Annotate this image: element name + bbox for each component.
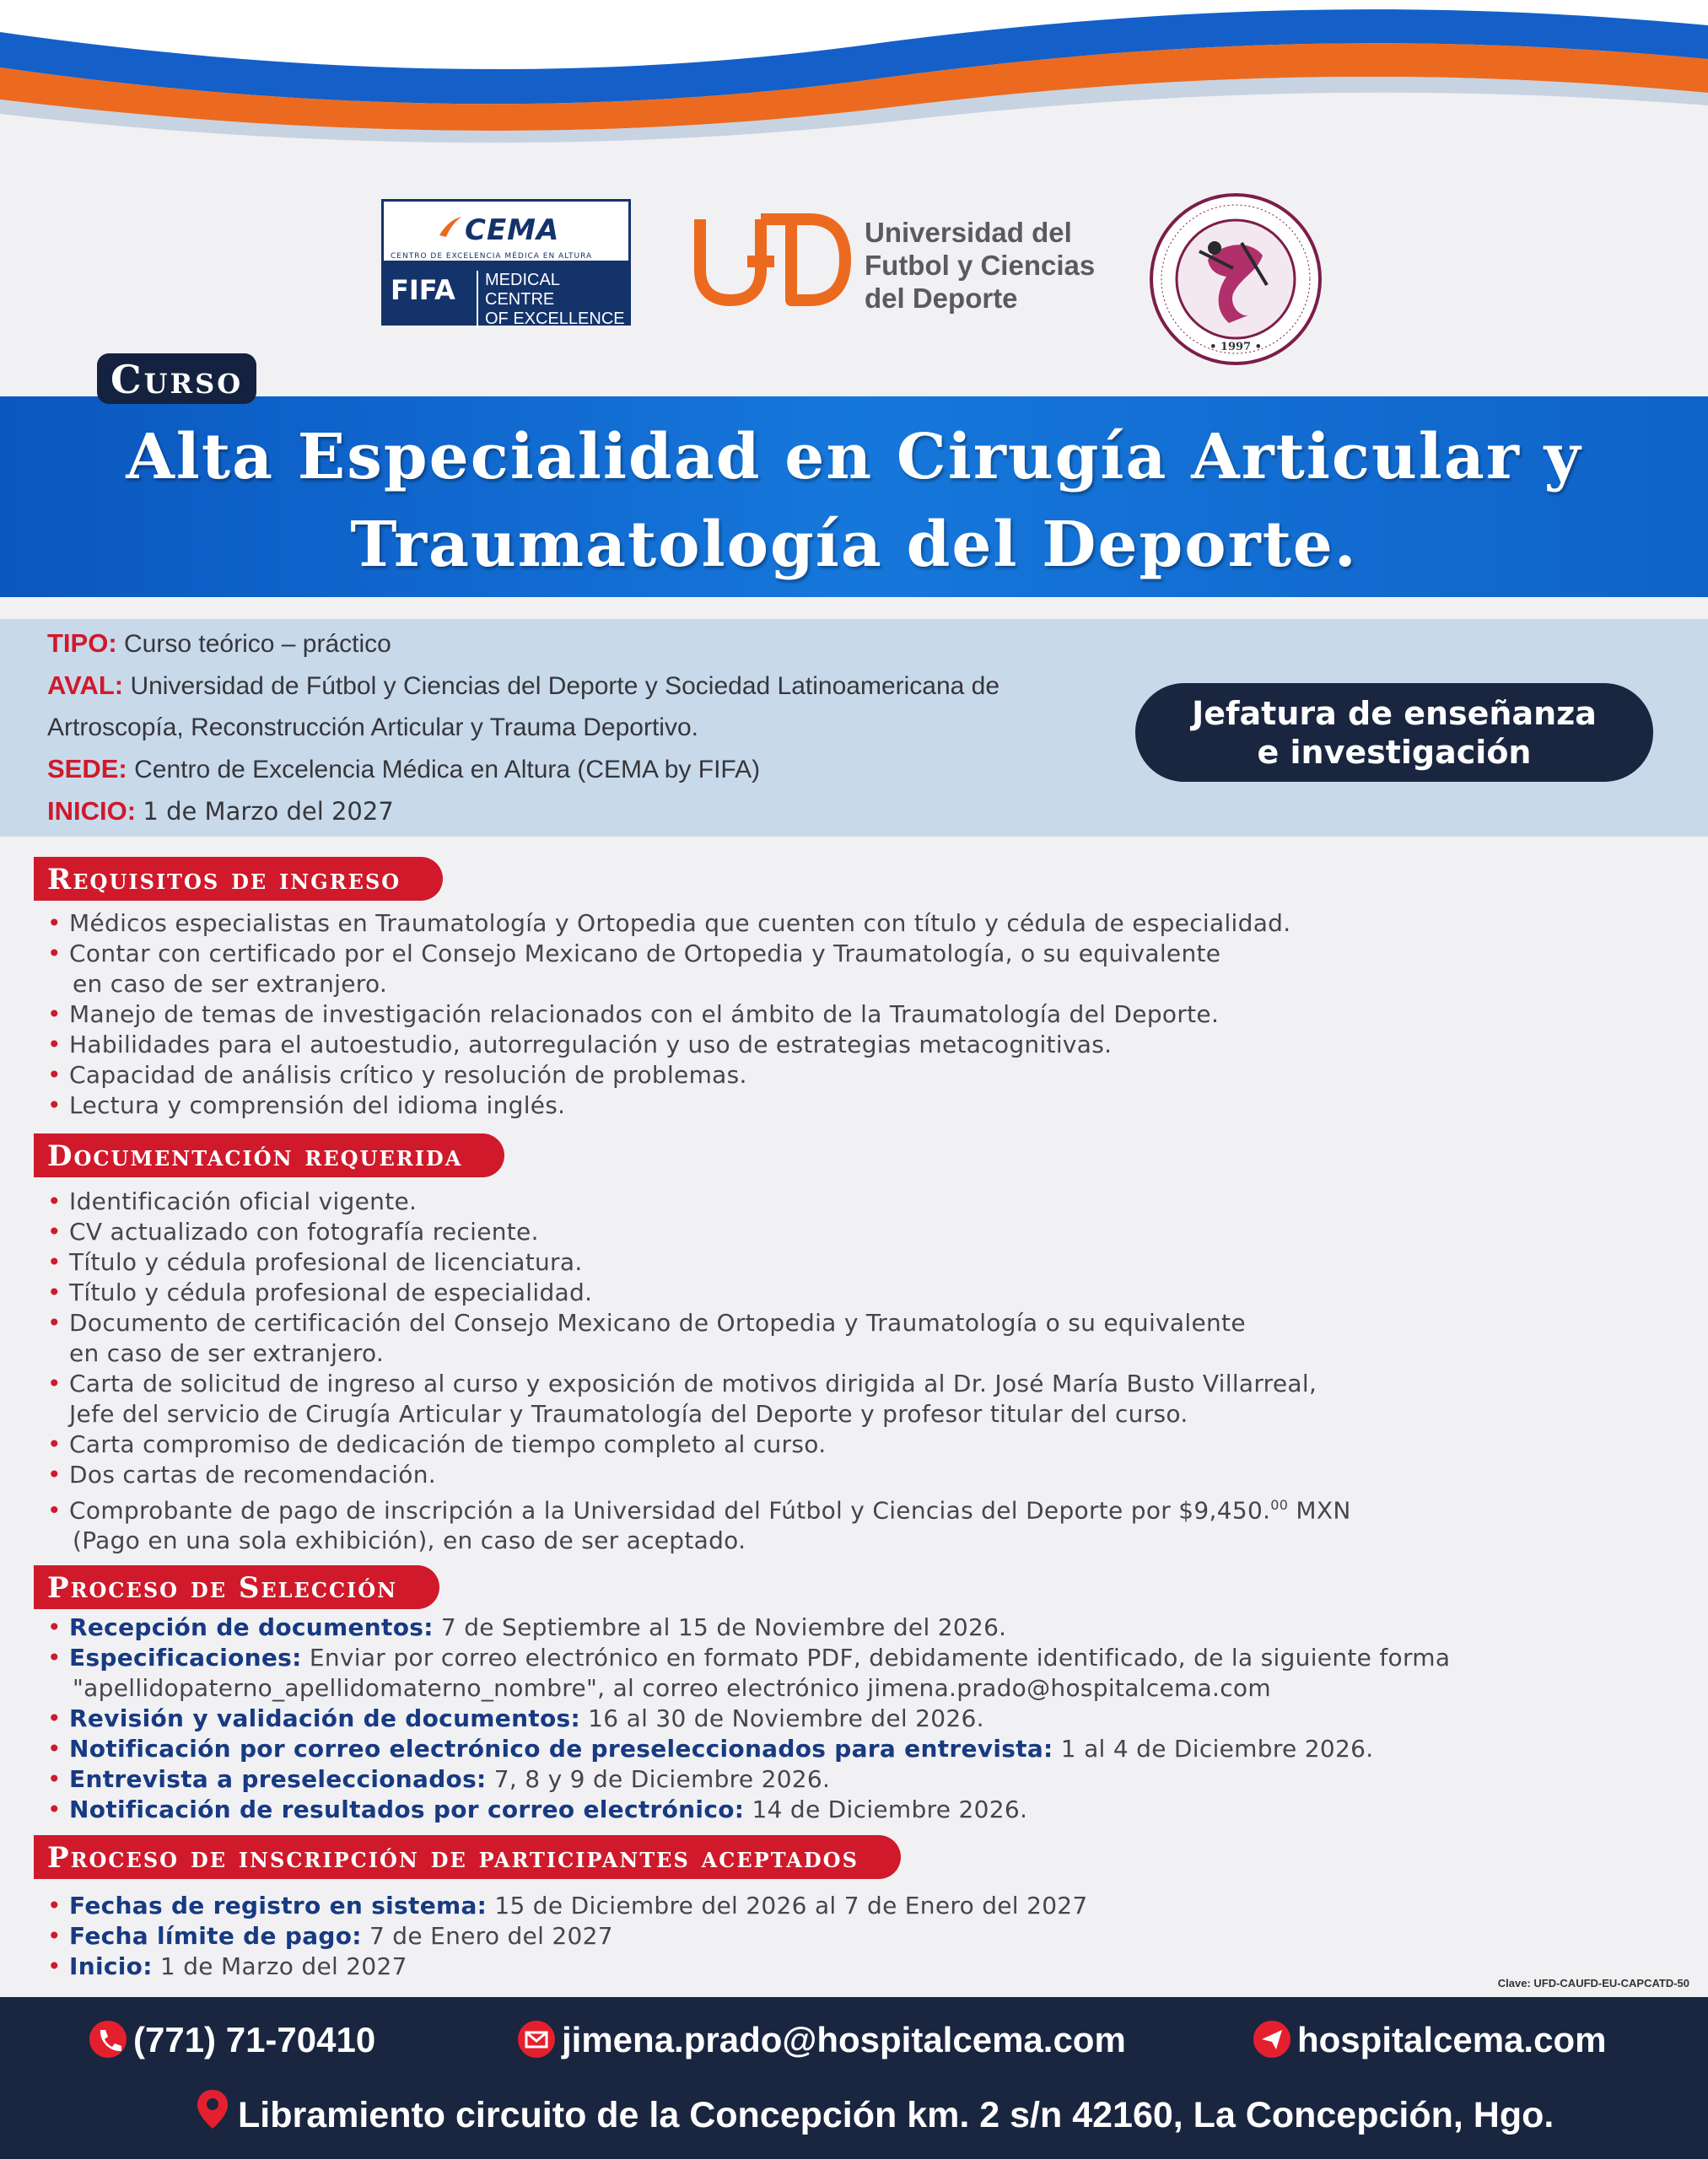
list-item: • Documento de certificación del Consejo Mexicano de Ortopedia y Traumatología o su equivalente — [47, 1309, 1246, 1337]
footer — [0, 1997, 1708, 2159]
list-item: • Revisión y validación de documentos: 16 al 30 de Noviembre del 2026. — [47, 1704, 984, 1732]
aval-value-continued: Artroscopía, Reconstrucción Articular y Trauma Deportivo. — [47, 713, 698, 741]
aval-label: AVAL: — [47, 670, 124, 700]
list-item: • Fechas de registro en sistema: 15 de Diciembre del 2026 al 7 de Enero del 2027 — [47, 1892, 1088, 1919]
list-item: • CV actualizado con fotografía reciente. — [47, 1218, 539, 1246]
list-item: • Habilidades para el autoestudio, autorregulación y uso de estrategias metacognitivas. — [47, 1031, 1113, 1058]
list-item: • Médicos especialistas en Traumatología y Ortopedia que cuenten con título y cédula de especialidad. — [47, 909, 1291, 937]
ufd-name: Universidad del Futbol y Ciencias del Deporte — [865, 217, 1096, 314]
list-item: • Contar con certificado por el Consejo Mexicano de Ortopedia y Traumatología, o su equivalente — [47, 940, 1221, 967]
list-item: • Carta compromiso de dedicación de tiempo completo al curso. — [47, 1430, 827, 1458]
course-title: Alta Especialidad en Cirugía Articular y Traumatología del Deporte. — [126, 421, 1582, 581]
cema-fifa-logo — [381, 199, 631, 326]
seleccion-heading: Proceso de Selección — [34, 1565, 439, 1609]
footer-website[interactable]: hospitalcema.com — [1253, 2019, 1606, 2061]
list-item: • Comprobante de pago de inscripción a la Universidad del Fútbol y Ciencias del Deporte por $9,450.00 MXN — [47, 1496, 1351, 1525]
footer-address: Libramiento circuito de la Concepción km. 2 s/n 42160, La Concepción, Hgo. — [196, 2092, 1554, 2143]
list-item: • Carta de solicitud de ingreso al curso y exposición de motivos dirigida al Dr. José María Busto Villarreal, — [47, 1370, 1317, 1397]
list-item: Jefe del servicio de Cirugía Articular y Traumatología del Deporte y profesor titular del curso. — [69, 1400, 1188, 1428]
footer-phone[interactable]: (771) 71-70410 — [89, 2019, 375, 2061]
requisitos-heading: Requisitos de ingreso — [34, 857, 443, 901]
phone-icon — [89, 2021, 127, 2058]
fifa-text: FIFA — [391, 274, 455, 306]
documentacion-heading: Documentación requerida — [34, 1133, 504, 1177]
location-pin-icon — [196, 2088, 229, 2140]
list-item: en caso de ser extranjero. — [73, 970, 388, 998]
aval-value: Universidad de Fútbol y Ciencias del Deporte y Sociedad Latinoamericana de — [130, 672, 1000, 700]
documentacion-list — [47, 1187, 1667, 1556]
list-item: • Entrevista a preseleccionados: 7, 8 y 9 de Diciembre 2026. — [47, 1765, 831, 1793]
tipo-label: TIPO: — [47, 628, 117, 658]
inicio-value: 1 de Marzo del 2027 — [143, 797, 394, 826]
list-item: • Lectura y comprensión del idioma inglés. — [47, 1091, 566, 1119]
list-item: • Inicio: 1 de Marzo del 2027 — [47, 1952, 407, 1980]
seleccion-list — [47, 1613, 1667, 1825]
footer-email[interactable]: jimena.prado@hospitalcema.com — [518, 2019, 1126, 2061]
sede-value: Centro de Excelencia Médica en Altura (CEMA by FIFA) — [134, 756, 761, 783]
list-item: • Especificaciones: Enviar por correo electrónico en formato PDF, debidamente identificado, de la siguiente forma — [47, 1644, 1451, 1672]
price-cents: 00 — [1270, 1497, 1289, 1513]
list-item: • Notificación de resultados por correo electrónico: 14 de Diciembre 2026. — [47, 1796, 1028, 1823]
cema-name: CEMA — [465, 213, 560, 247]
inscripcion-list — [47, 1891, 1667, 1982]
list-item: (Pago en una sola exhibición), en caso de ser aceptado. — [73, 1526, 746, 1555]
list-item: • Identificación oficial vigente. — [47, 1187, 418, 1215]
clave-code: Clave: UFD-CAUFD-EU-CAPCATD-50 — [1497, 1977, 1689, 1989]
curso-tag: Curso — [97, 353, 256, 404]
list-item: • Notificación por correo electrónico de preseleccionados para entrevista: 1 al 4 de Diciembre 2026. — [47, 1735, 1374, 1763]
sede-label: SEDE: — [47, 754, 127, 783]
list-item: "apellidopaterno_apellidomaterno_nombre", al correo electrónico jimena.prado@hospitalcema.com — [73, 1674, 1271, 1702]
course-info — [47, 622, 1085, 832]
sociedad-year: • 1997 • — [1210, 341, 1262, 353]
ufd-logo-icon — [692, 211, 852, 309]
tipo-value: Curso teórico – práctico — [124, 630, 391, 658]
list-item: • Capacidad de análisis crítico y resolución de problemas. — [47, 1061, 747, 1089]
list-item: • Título y cédula profesional de licenciatura. — [47, 1248, 583, 1276]
cema-swoosh-icon — [438, 213, 463, 239]
jefatura-badge: Jefatura de enseñanza e investigación — [1135, 683, 1653, 782]
inscripcion-heading: Proceso de inscripción de participantes aceptados — [34, 1835, 901, 1879]
medical-centre-text: MEDICAL CENTRE OF EXCELLENCE — [477, 271, 628, 329]
price-currency: MXN — [1288, 1496, 1351, 1525]
list-item: • Recepción de documentos: 7 de Septiembre al 15 de Noviembre del 2026. — [47, 1613, 1007, 1641]
requisitos-list — [47, 908, 1667, 1121]
list-item: en caso de ser extranjero. — [69, 1339, 385, 1367]
cema-subtitle: CENTRO DE EXCELENCIA MÉDICA EN ALTURA — [391, 252, 593, 261]
list-item: • Manejo de temas de investigación relacionados con el ámbito de la Traumatología del Deporte. — [47, 1000, 1220, 1028]
list-item: • Dos cartas de recomendación. — [47, 1461, 436, 1489]
send-icon — [1253, 2021, 1290, 2058]
inicio-label: INICIO: — [47, 796, 137, 826]
top-wave-decoration — [0, 0, 1708, 160]
sociedad-latinoamericana-logo — [1149, 192, 1323, 366]
list-item: • Título y cédula profesional de especialidad. — [47, 1279, 593, 1306]
list-item: • Fecha límite de pago: 7 de Enero del 2027 — [47, 1922, 613, 1950]
email-icon — [518, 2021, 555, 2058]
